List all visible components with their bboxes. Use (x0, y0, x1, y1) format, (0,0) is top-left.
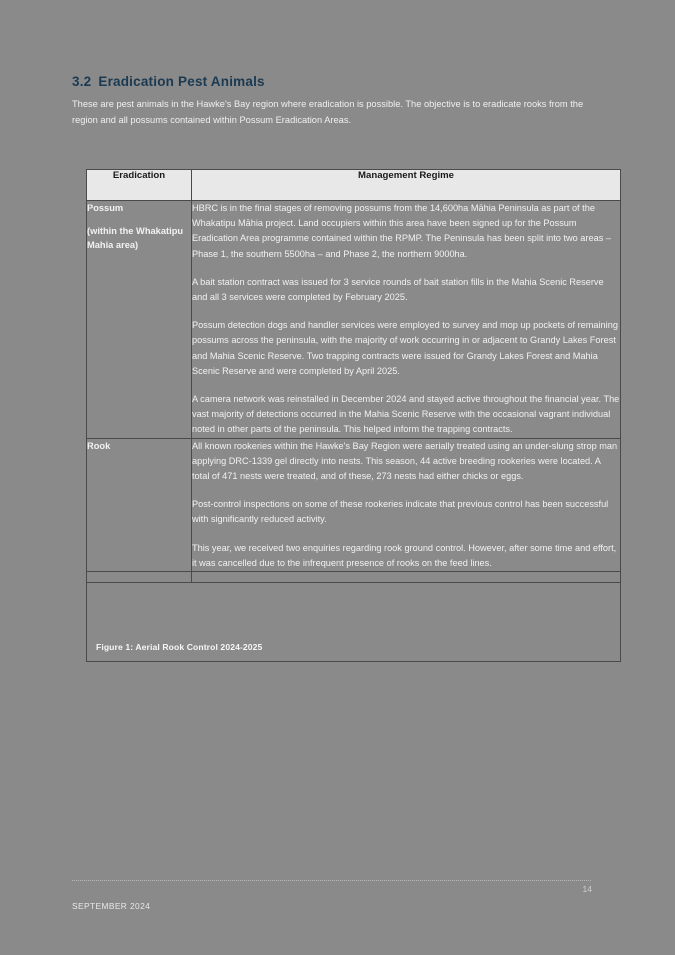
table-header-row (87, 170, 621, 201)
column-header-eradication: Eradication (87, 170, 192, 201)
row-label-sub: (within the Whakatipu Mahia area) (87, 226, 184, 250)
eradication-table (86, 169, 621, 662)
figure-caption: Figure 1: Aerial Rook Control 2024-2025 (96, 642, 263, 653)
table-row (87, 438, 621, 571)
section-intro-paragraph: These are pest animals in the Hawke's Bay region where eradication is possible. The objective is to eradicate rooks from the region and all possums contained within Possum Eradication Areas. (72, 99, 584, 125)
row-label-possum (87, 201, 192, 439)
footer-divider (72, 880, 591, 881)
footer-date: SEPTEMBER 2024 (72, 901, 151, 911)
section-title: Eradication Pest Animals (98, 74, 265, 89)
spacer-cell (192, 572, 621, 583)
row-label-rook (87, 438, 192, 571)
spacer-cell (87, 572, 192, 583)
paragraph: HBRC is in the final stages of removing possums from the 14,600ha Māhia Peninsula as part of the Whakatipu Māhia project. Land occupiers within this area have been signed up for the Possum Eradication Area programme contained within the RPMP. The Peninsula has been split into two areas – Phase 1, the southern 5500ha – and Phase 2, the northern 9000ha. (192, 203, 611, 259)
table-row (87, 201, 621, 439)
section-number: 3.2 (72, 74, 92, 89)
section-content (72, 74, 620, 128)
figure-container (87, 583, 621, 662)
paragraph: A camera network was reinstalled in December 2024 and stayed active throughout the financial year. The vast majority of detections occurred in the Mahia Scenic Reserve with the occasional vagrant individual noted in other parts of the peninsula. This helped inform the trapping contracts. (192, 394, 620, 435)
paragraph: This year, we received two enquiries regarding rook ground control. However, after some time and effort, it was cancelled due to the infrequent presence of rooks on the feed lines. (192, 542, 617, 568)
table-spacer-row (87, 572, 621, 583)
row-label-main: Rook (87, 440, 111, 451)
row-body-possum (192, 201, 621, 439)
page-number: 14 (582, 884, 592, 894)
row-body-rook (192, 438, 621, 571)
paragraph: All known rookeries within the Hawke's Bay Region were aerially treated using an under-slung strop man applying DRC-1339 gel directly into nests. This season, 44 active breeding rookeries were located. A total of 471 nests were treated, and of these, 273 nests had either chicks or eggs. (192, 440, 618, 482)
page-title (72, 74, 620, 89)
column-header-management-regime: Management Regime (192, 170, 621, 201)
figure-row (87, 583, 621, 662)
paragraph: Post-control inspections on some of these rookeries indicate that previous control has been successful with significantly reduced activity. (192, 499, 609, 525)
paragraph: A bait station contract was issued for 3 service rounds of bait station fills in the Mahia Scenic Reserve and all 3 services were completed by February 2025. (192, 276, 604, 303)
row-label-main: Possum (87, 203, 124, 213)
paragraph: Possum detection dogs and handler services were employed to survey and mop up pockets of remaining possums across the peninsula, with the majority of work occurring in or adjacent to Grandy Lakes Forest and Mahia Scenic Reserve. Two trapping contracts were issued for Grandy Lakes Forest and Mahia Scenic Reserve and were completed by April 2025. (192, 320, 618, 376)
